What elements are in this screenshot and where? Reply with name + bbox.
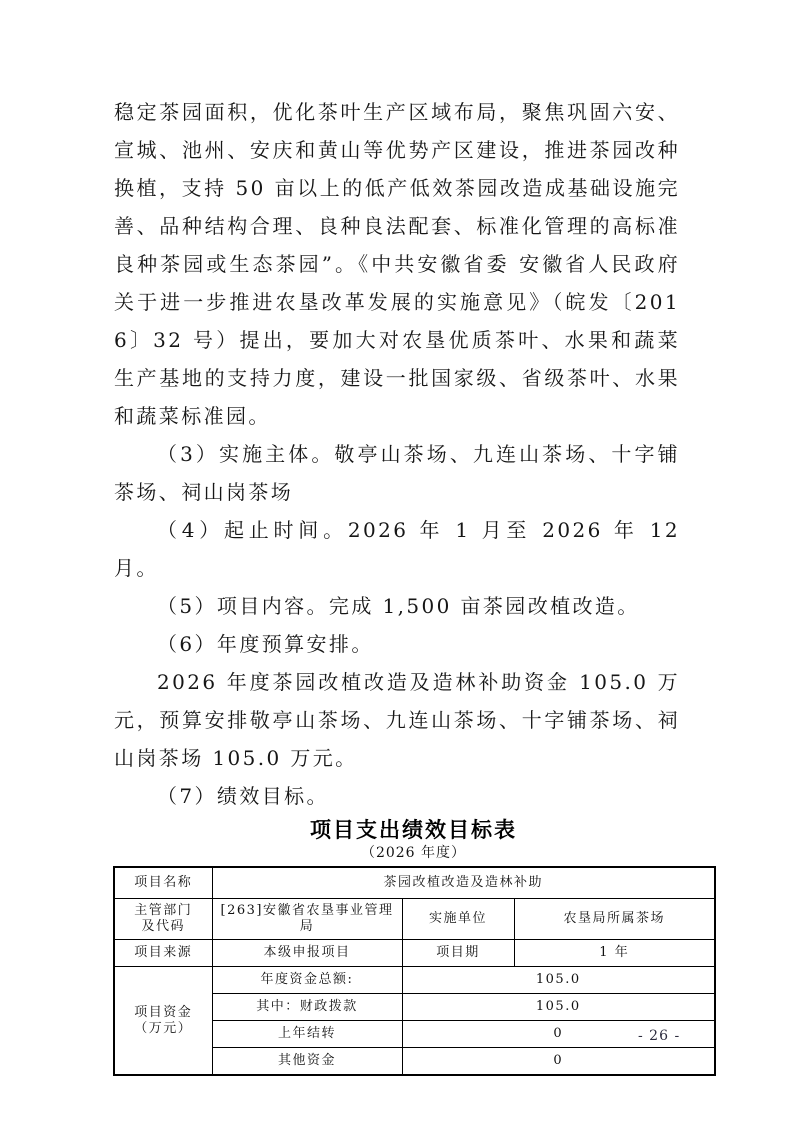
cell-fund-fiscal-label: 其中：财政拨款	[212, 994, 402, 1021]
cell-source-value: 本级申报项目	[212, 940, 402, 967]
paragraph-item-7: （7）绩效目标。	[157, 784, 329, 808]
cell-fund-other-value: 0	[402, 1048, 715, 1076]
table-row-source	[114, 940, 715, 967]
cell-fund-other-label: 其他资金	[212, 1048, 402, 1076]
cell-source-label: 项目来源	[114, 940, 212, 967]
cell-dept-label	[114, 899, 212, 940]
paragraph-item-4: （4）起止时间。2026 年 1 月至 2026 年 12 月。	[114, 518, 680, 580]
table-subtitle: （2026 年度）	[360, 845, 467, 861]
cell-fund-total-value: 105.0	[402, 967, 715, 994]
table-row-department	[114, 899, 715, 940]
cell-period-label: 项目期	[402, 940, 514, 967]
paragraph-item-3: （3）实施主体。敬亭山茶场、九连山茶场、十字铺茶场、祠山岗茶场	[114, 442, 680, 504]
cell-impl-unit-value: 农垦局所属茶场	[514, 899, 715, 940]
table-row-project-name	[114, 867, 715, 899]
cell-fund-carryover-label: 上年结转	[212, 1021, 402, 1048]
document-body	[114, 93, 680, 1076]
fund-label-line1: 项目资金	[134, 1004, 193, 1020]
paragraph-budget: 2026 年度茶园改植改造及造林补助资金 105.0 万元，预算安排敬亭山茶场、九连山茶场、十字铺茶场、祠山岗茶场 105.0 万元。	[114, 670, 680, 770]
dept-label-line1: 主管部门	[134, 903, 193, 918]
cell-impl-unit-label: 实施单位	[402, 899, 514, 940]
page-number: - 26 -	[638, 1028, 681, 1044]
cell-fund-carryover-value: 0	[402, 1021, 715, 1048]
cell-dept-value: [263]安徽省农垦事业管理局	[212, 899, 402, 940]
paragraph-item-5: （5）项目内容。完成 1,500 亩茶园改植改造。	[157, 594, 640, 618]
table-row-fund-total	[114, 967, 715, 994]
cell-fund-label	[114, 967, 212, 1076]
cell-fund-fiscal-value: 105.0	[402, 994, 715, 1021]
paragraph-continuation: 稳定茶园面积，优化茶叶生产区域布局，聚焦巩固六安、宣城、池州、安庆和黄山等优势产区建设，推进茶园改种换植，支持 50 亩以上的低产低效茶园改造成基础设施完善、品种结构合理、良种良法配套、标准化管理的高标准良种茶园或生态茶园”。《中共安徽省委 安徽省人民政府关于进一步推进农垦改革发展的实施意见》（皖发〔2016〕32 号）提出，要加大对农垦优质茶叶、水果和蔬菜生产基地的支持力度，建设一批国家级、省级茶叶、水果和蔬菜标准园。	[114, 100, 680, 428]
cell-fund-total-label: 年度资金总额:	[212, 967, 402, 994]
performance-target-table	[113, 866, 716, 1076]
performance-table-block	[113, 818, 714, 1076]
paragraph-item-6: （6）年度预算安排。	[157, 632, 374, 656]
dept-label-line2: 及代码	[141, 919, 185, 934]
fund-label-line2: （万元）	[134, 1020, 193, 1036]
cell-project-name-label: 项目名称	[114, 867, 212, 899]
cell-period-value: 1 年	[514, 940, 715, 967]
table-title: 项目支出绩效目标表	[310, 819, 517, 842]
cell-project-name-value: 茶园改植改造及造林补助	[212, 867, 715, 899]
